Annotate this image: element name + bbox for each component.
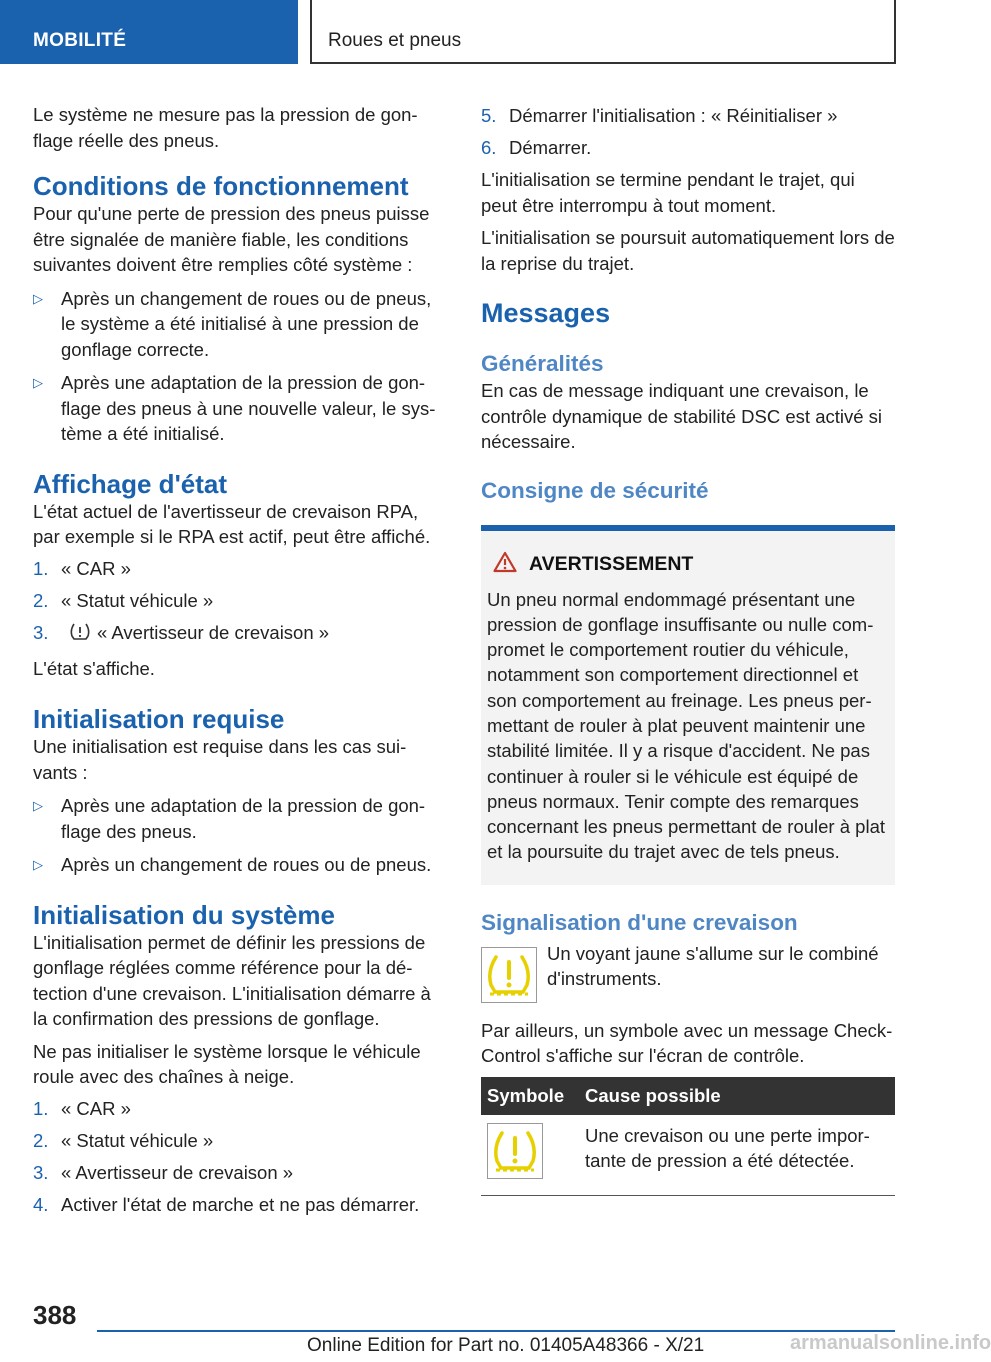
- symbol-table: [481, 1077, 895, 1197]
- init-text-2: L'initialisation se poursuit automatiquement lors de la reprise du trajet.: [481, 227, 895, 274]
- intro-text: Le système ne mesure pas la pression de gon‐flage réelle des pneus.: [33, 104, 418, 151]
- required-list: [33, 793, 447, 878]
- required-heading: Initialisation requise: [33, 704, 285, 734]
- safety-heading: Consigne de sécurité: [481, 477, 709, 503]
- section-label: Roues et pneus: [328, 30, 462, 51]
- list-item: 3. « Avertisseur de crevaison »: [33, 620, 447, 649]
- warning-text: Un pneu normal endommagé présentant une pression de gonflage insuffisante ou nulle com‐promet le comportement routier du véhicule, notamment son comportement directionnel et son comportement au freinage. Les pneus per‐mettant de rouler à plat peuvent maintenir une stabilité limitée. Il y a risque d'accident. Ne pas continuer à rouler si le véhicule est équipé de pneus normaux. Tenir compte des remarques concernant les pneus permettant de rouler à plat et la poursuite du trajet avec de tels pneus.: [487, 588, 885, 863]
- triangle-bullet-icon: ▷: [33, 290, 43, 306]
- watermark: armanualsonline.info: [790, 1332, 991, 1354]
- list-item: ▷ Après une adaptation de la pression de gon‐flage des pneus à une nouvelle valeur, le sys‐tème a été initialisé.: [33, 372, 436, 444]
- list-item: 5. Démarrer l'initialisation : « Réinitialiser »: [481, 104, 838, 126]
- signal-text: Un voyant jaune s'allume sur le combiné d'instruments.: [547, 942, 879, 990]
- init-text-1: L'initialisation se termine pendant le trajet, qui peut être interrompu à tout moment.: [481, 169, 855, 216]
- table-cell: [481, 1115, 579, 1196]
- signal-heading: Signalisation d'une crevaison: [481, 909, 798, 935]
- list-item: 2. « Statut véhicule »: [33, 1130, 214, 1151]
- page-number: 388: [33, 1300, 77, 1330]
- status-text: L'état actuel de l'avertisseur de crevaison RPA, par exemple si le RPA est actif, peut être affiché.: [33, 500, 431, 547]
- status-heading: Affichage d'état: [33, 468, 227, 499]
- left-column: [33, 102, 447, 1218]
- warning-box: [481, 525, 895, 885]
- list-item: 3. « Avertisseur de crevaison »: [33, 1162, 294, 1183]
- right-column: [481, 102, 895, 1196]
- continued-steps: [481, 103, 895, 161]
- required-text: Une initialisation est requise dans les cas sui‐vants :: [33, 736, 407, 783]
- status-steps: [33, 556, 447, 649]
- general-heading: Généralités: [481, 351, 604, 376]
- messages-heading: Messages: [481, 298, 611, 328]
- table-header-row: [481, 1077, 895, 1115]
- list-item: ▷ Après une adaptation de la pression de gon‐flage des pneus.: [33, 795, 426, 842]
- chapter-tab: [0, 0, 298, 64]
- section-header: [310, 0, 896, 64]
- warning-label: AVERTISSEMENT: [529, 553, 694, 575]
- system-steps: [33, 1096, 447, 1218]
- chapter-label: MOBILITÉ: [33, 30, 127, 51]
- list-item: 2. « Statut véhicule »: [33, 590, 214, 611]
- conditions-list: [33, 286, 447, 447]
- conditions-heading: Conditions de fonctionnement: [33, 171, 409, 201]
- list-item: 1. « CAR »: [33, 558, 131, 579]
- footer-divider: [97, 1330, 895, 1332]
- list-item: 4. Activer l'état de marche et ne pas démarrer.: [33, 1194, 420, 1215]
- warning-triangle-icon: [493, 551, 517, 579]
- system-text-1: L'initialisation permet de définir les pressions de gonflage réglées comme référence pour la dé‐tection d'une crevaison. L'initialisation démarre à la confirmation des pressions de gonflage.: [33, 931, 431, 1029]
- system-text-2: Ne pas initialiser le système lorsque le véhicule roule avec des chaînes à neige.: [33, 1040, 421, 1087]
- conditions-text: Pour qu'une perte de pression des pneus puisse être signalée de manière fiable, les conditions suivantes doivent être remplies côté système :: [33, 203, 430, 275]
- table-row: [481, 1115, 895, 1196]
- list-item: ▷ Après un changement de roues ou de pneus.: [33, 852, 447, 878]
- triangle-bullet-icon: ▷: [33, 375, 43, 390]
- column-header: Cause possible: [579, 1077, 895, 1115]
- triangle-bullet-icon: ▷: [33, 857, 43, 872]
- system-heading: Initialisation du système: [33, 899, 335, 930]
- tire-pressure-icon: [69, 622, 91, 649]
- triangle-bullet-icon: ▷: [33, 798, 43, 813]
- signal-text-2: Par ailleurs, un symbole avec un message Check-Control s'affiche sur l'écran de contrôle.: [481, 1019, 893, 1067]
- list-item: 1. « CAR »: [33, 1098, 131, 1119]
- general-text: En cas de message indiquant une crevaison, le contrôle dynamique de stabilité DSC est activé si nécessaire.: [481, 380, 883, 452]
- column-header: Symbole: [481, 1077, 579, 1115]
- table-cell: Une crevaison ou une perte impor‐tante de pression a été détectée.: [579, 1115, 895, 1196]
- tire-pressure-warning-icon: [481, 947, 537, 1008]
- tire-pressure-warning-icon: [487, 1123, 579, 1186]
- signal-row: [481, 942, 895, 1008]
- list-item: 6. Démarrer.: [481, 136, 592, 158]
- edition-text: Online Edition for Part no. 01405A48366 - X/21: [307, 1335, 705, 1356]
- warning-header: [487, 551, 887, 579]
- status-after: L'état s'affiche.: [33, 657, 155, 679]
- list-item: ▷ Après un changement de roues ou de pneus, le système a été initialisé à une pression de gonflage correcte.: [33, 287, 432, 360]
